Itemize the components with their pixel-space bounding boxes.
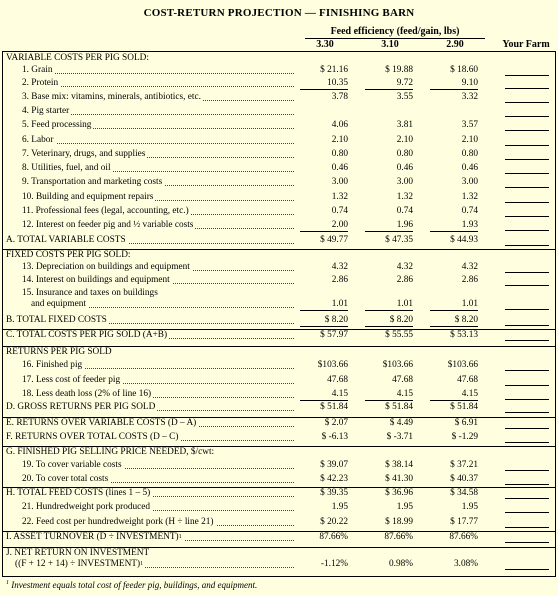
column-header-3.10: 3.10: [381, 39, 399, 50]
row-label-text: [22, 517, 216, 527]
your-farm-blank[interactable]: [505, 470, 549, 471]
value-cell: $ 38.14: [385, 460, 413, 470]
row-label-text: [22, 120, 93, 130]
row-label-value: G. FINISHED PIG SELLING PRICE NEEDED, $/cwt:: [6, 447, 215, 457]
value-cell: 1.32: [396, 192, 413, 202]
table-row: [0, 250, 558, 261]
your-farm-blank[interactable]: [505, 569, 549, 570]
row-label-value: 20. To cover total costs: [22, 474, 109, 484]
table-row: [0, 106, 558, 117]
row-label: [22, 177, 296, 188]
row-label: [22, 206, 296, 217]
row-label-text: [6, 330, 169, 340]
row-label-value: FIXED COSTS PER PIG SOLD:: [6, 250, 131, 260]
your-farm-blank[interactable]: [505, 340, 549, 341]
row-label-text: [22, 192, 155, 202]
row-label-value: RETURNS PER PIG SOLD: [6, 347, 112, 357]
row-label-text: [22, 474, 110, 484]
row-label-text: [6, 347, 114, 357]
table-row: [0, 220, 558, 231]
your-farm-blank[interactable]: [505, 285, 549, 286]
row-label: [6, 402, 296, 413]
your-farm-blank[interactable]: [505, 527, 549, 528]
value-cell: 1.95: [396, 502, 413, 512]
row-label-value: 4. Pig starter: [22, 106, 70, 116]
value-cell: 87.66%: [319, 532, 348, 542]
row-label-text: [6, 432, 180, 442]
row-label-text: [22, 177, 164, 187]
row-label-text: [22, 360, 84, 370]
row-label-text: [22, 389, 153, 399]
value-cell: $ 40.37: [450, 474, 478, 484]
row-label-line-2: ((F + 12 + 14) ÷ INVESTMENT): [15, 559, 141, 569]
feed-efficiency-header: Feed efficiency (feed/gain, lbs): [330, 26, 460, 37]
value-cell: 0.74: [396, 206, 413, 216]
row-label-text: [6, 418, 198, 428]
value-cell: $ 42.23: [320, 474, 348, 484]
footnote-ref: 1: [178, 534, 182, 540]
value-cell: 0.80: [331, 149, 348, 159]
your-farm-blank[interactable]: [505, 484, 549, 485]
row-label-value: 9. Transportation and marketing costs: [22, 177, 163, 187]
row-label: [6, 250, 296, 261]
value-cell: 0.80: [461, 149, 478, 159]
row-label: [22, 220, 296, 231]
value-cell: $ 41.30: [385, 474, 413, 484]
row-label: [6, 488, 296, 499]
row-label-text: [6, 402, 157, 412]
row-label-value: 10. Building and equipment repairs: [22, 192, 154, 202]
row-label-value: 7. Veterinary, drugs, and supplies: [22, 149, 146, 159]
value-cell: 0.80: [396, 149, 413, 159]
value-cell: 2.10: [461, 135, 478, 145]
value-cell: 2.10: [396, 135, 413, 145]
value-cell: 4.15: [430, 389, 478, 401]
value-cell: 3.00: [331, 177, 348, 187]
row-label-value: 18. Less death loss (2% of line 16): [22, 389, 152, 399]
value-cell: 1.01: [365, 299, 413, 311]
table-row: [0, 53, 558, 64]
row-label-text: [6, 447, 216, 457]
value-cell: 0.74: [461, 206, 478, 216]
value-cell: $ 19.88: [385, 65, 413, 75]
table-row: [0, 65, 558, 76]
row-label: [22, 120, 296, 131]
value-cell: 0.98%: [388, 559, 413, 569]
value-cell: -1.12%: [320, 559, 348, 569]
row-label-value: F. RETURNS OVER TOTAL COSTS (D – C): [6, 432, 179, 442]
row-label-value: 3. Base mix: vitamins, minerals, antibiotics, etc.: [22, 92, 201, 102]
value-cell: 4.32: [331, 262, 348, 272]
your-farm-blank[interactable]: [505, 498, 549, 499]
value-cell: 1.95: [461, 502, 478, 512]
row-label-text: [22, 502, 152, 512]
row-label: [22, 106, 296, 117]
value-cell: 10.35: [300, 78, 348, 90]
value-cell: $ 47.35: [385, 235, 413, 245]
value-cell: 4.15: [365, 389, 413, 401]
value-cell: $ 8.20: [300, 315, 348, 327]
value-cell: 1.96: [365, 220, 413, 232]
row-label-text: [6, 532, 184, 542]
row-label-text: [22, 163, 113, 173]
value-cell: 3.78: [331, 92, 348, 102]
your-farm-blank[interactable]: [505, 272, 549, 273]
table-row: [0, 375, 558, 386]
table-row: [0, 548, 558, 570]
your-farm-blank[interactable]: [505, 159, 549, 160]
value-cell: 2.86: [396, 275, 413, 285]
row-label: [22, 135, 296, 146]
your-farm-blank[interactable]: [505, 512, 549, 513]
row-label: [22, 92, 296, 103]
value-cell: $ 44.93: [450, 235, 478, 245]
table-row: [0, 502, 558, 513]
table-row: [0, 78, 558, 89]
row-label-text: [22, 220, 195, 230]
your-farm-blank[interactable]: [505, 216, 549, 217]
row-label-value: 5. Feed processing: [22, 120, 92, 130]
table-row: [0, 288, 558, 310]
value-cell: $ -3.71: [386, 432, 413, 442]
value-cell: 2.86: [461, 275, 478, 285]
row-label-value: 21. Hundredweight pork produced: [22, 502, 151, 512]
row-label: [6, 418, 296, 429]
row-label-value: 2. Protein: [22, 78, 59, 88]
value-cell: 1.32: [461, 192, 478, 202]
value-cell: 9.72: [365, 78, 413, 90]
your-farm-blank[interactable]: [505, 116, 549, 117]
table-row: [0, 206, 558, 217]
value-cell: $ 18.99: [385, 517, 413, 527]
value-cell: 87.66%: [384, 532, 413, 542]
value-cell: $ 37.21: [450, 460, 478, 470]
table-row: [0, 517, 558, 528]
your-farm-blank[interactable]: [505, 245, 549, 246]
row-label-value: 12. Interest on feeder pig and ½ variable costs: [22, 220, 194, 230]
value-cell: 2.00: [300, 220, 348, 232]
row-label-line-1: 15. Insurance and taxes on buildings: [22, 288, 158, 298]
value-cell: 3.00: [396, 177, 413, 187]
footnote-text: Investment equals total cost of feeder pig, buildings, and equipment.: [11, 580, 258, 590]
row-label: [22, 360, 296, 371]
table-row: [0, 360, 558, 371]
value-cell: 4.06: [331, 120, 348, 130]
table-row: [0, 330, 558, 341]
value-cell: $ 6.91: [454, 418, 478, 428]
row-label-value: 22. Feed cost per hundredweight pork (H ÷ line 21): [22, 517, 214, 527]
your-farm-blank[interactable]: [505, 442, 549, 443]
row-label: [22, 389, 296, 400]
your-farm-blank[interactable]: [505, 399, 549, 400]
row-label: [6, 53, 296, 64]
row-label: [22, 78, 296, 89]
value-cell: 3.00: [461, 177, 478, 187]
row-label: [6, 447, 296, 458]
row-label-text: [22, 460, 124, 470]
your-farm-blank[interactable]: [505, 75, 549, 76]
row-label-text: [22, 275, 172, 285]
row-label-text: [22, 78, 60, 88]
value-cell: $ 36.96: [385, 488, 413, 498]
row-label-value: 13. Depreciation on buildings and equipment: [22, 262, 190, 272]
row-label-value: H. TOTAL FEED COSTS (lines 1 – 5): [6, 488, 151, 498]
value-cell: $ 17.77: [450, 517, 478, 527]
row-label: [22, 149, 296, 160]
footnote: [6, 580, 257, 590]
value-cell: $ -6.13: [321, 432, 348, 442]
row-label: [22, 375, 296, 386]
row-label-value: 8. Utilities, fuel, and oil: [22, 163, 111, 173]
your-farm-blank[interactable]: [505, 173, 549, 174]
value-cell: 47.68: [457, 375, 478, 385]
row-label: [22, 288, 296, 310]
row-label-line-2-wrap: [6, 559, 145, 569]
row-label-value: A. TOTAL VARIABLE COSTS: [6, 235, 126, 245]
value-cell: 4.32: [461, 262, 478, 272]
row-label-value: D. GROSS RETURNS PER PIG SOLD: [6, 402, 156, 412]
value-cell: 47.68: [392, 375, 413, 385]
row-label: [22, 262, 296, 273]
row-label-line-1: J. NET RETURN ON INVESTMENT: [6, 548, 150, 558]
value-cell: 3.32: [461, 92, 478, 102]
value-cell: $ 4.49: [389, 418, 413, 428]
your-farm-blank[interactable]: [505, 187, 549, 188]
value-cell: 4.32: [396, 262, 413, 272]
table-row: [0, 120, 558, 131]
value-cell: $103.66: [382, 360, 413, 370]
row-label: [22, 192, 296, 203]
value-cell: 1.01: [300, 299, 348, 311]
table-row: [0, 275, 558, 286]
value-cell: $ 20.22: [320, 517, 348, 527]
your-farm-blank[interactable]: [505, 202, 549, 203]
row-label-value: I. ASSET TURNOVER (D ÷ INVESTMENT): [6, 532, 179, 542]
value-cell: 2.86: [331, 275, 348, 285]
value-cell: 1.01: [430, 299, 478, 311]
value-cell: 87.66%: [449, 532, 478, 542]
row-label-text: [22, 92, 203, 102]
table-row: [0, 402, 558, 413]
row-label-value: 6. Labor: [22, 135, 54, 145]
value-cell: $ 2.07: [324, 418, 348, 428]
your-farm-blank[interactable]: [505, 385, 549, 386]
table-row: [0, 418, 558, 429]
your-farm-blank[interactable]: [505, 542, 549, 543]
row-label: [22, 502, 296, 513]
row-label: [6, 532, 296, 543]
value-cell: 1.93: [430, 220, 478, 232]
row-label: [6, 548, 296, 570]
row-label: [22, 474, 296, 485]
row-label-text: [6, 315, 109, 325]
your-farm-blank[interactable]: [505, 145, 549, 146]
value-cell: $ 55.55: [385, 330, 413, 340]
value-cell: 47.68: [327, 375, 348, 385]
value-cell: 3.81: [396, 120, 413, 130]
page-title: COST-RETURN PROJECTION — FINISHING BARN: [143, 7, 415, 19]
value-cell: 0.46: [461, 163, 478, 173]
row-label-value: 16. Finished pig: [22, 360, 83, 370]
value-cell: $ 21.16: [320, 65, 348, 75]
table-row: [0, 460, 558, 471]
value-cell: $ 57.97: [320, 330, 348, 340]
your-farm-blank[interactable]: [505, 130, 549, 131]
value-cell: $ 49.77: [320, 235, 348, 245]
table-row: [0, 488, 558, 499]
value-cell: 9.10: [430, 78, 478, 90]
your-farm-blank[interactable]: [505, 88, 549, 89]
value-cell: $ 34.58: [450, 488, 478, 498]
column-header-2.90: 2.90: [446, 39, 464, 50]
table-row: [0, 163, 558, 174]
value-cell: $ 18.60: [450, 65, 478, 75]
value-cell: $ -1.29: [451, 432, 478, 442]
row-label-text: [6, 488, 152, 498]
row-label: [22, 163, 296, 174]
row-label-value: 11. Professional fees (legal, accounting, etc.): [22, 206, 189, 216]
column-header-3.30: 3.30: [316, 39, 334, 50]
row-label-text: [6, 53, 151, 63]
table-row: [0, 389, 558, 400]
row-label: [22, 517, 296, 528]
table-row: [0, 149, 558, 160]
row-label: [6, 235, 296, 246]
row-label: [6, 315, 296, 326]
value-cell: 2.10: [331, 135, 348, 145]
your-farm-blank[interactable]: [505, 325, 549, 326]
value-cell: $ 39.07: [320, 460, 348, 470]
value-cell: 0.74: [331, 206, 348, 216]
value-cell: $ 8.20: [365, 315, 413, 327]
value-cell: $103.66: [447, 360, 478, 370]
row-label-text: [22, 206, 191, 216]
table-row: [0, 92, 558, 103]
row-label-text: [22, 65, 54, 75]
value-cell: 1.32: [331, 192, 348, 202]
table-row: [0, 315, 558, 326]
row-label-value: B. TOTAL FIXED COSTS: [6, 315, 107, 325]
table-row: [0, 192, 558, 203]
row-label: [6, 347, 296, 358]
table-row: [0, 262, 558, 273]
value-cell: 0.46: [396, 163, 413, 173]
row-label-value: C. TOTAL COSTS PER PIG SOLD (A+B): [6, 330, 168, 340]
your-farm-blank[interactable]: [505, 309, 549, 310]
table-row: [0, 135, 558, 146]
value-cell: 3.08%: [453, 559, 478, 569]
table-row: [0, 432, 558, 443]
value-cell: $ 51.84: [385, 402, 413, 412]
your-farm-blank[interactable]: [505, 102, 549, 103]
your-farm-blank[interactable]: [505, 230, 549, 231]
row-label-text: [22, 375, 122, 385]
row-label-line-2-wrap: [22, 299, 88, 309]
your-farm-blank[interactable]: [505, 370, 549, 371]
value-cell: $ 51.84: [450, 402, 478, 412]
value-cell: $ 8.20: [430, 315, 478, 327]
value-cell: $ 53.13: [450, 330, 478, 340]
row-label-value: VARIABLE COSTS PER PIG SOLD:: [6, 53, 149, 63]
your-farm-blank[interactable]: [505, 412, 549, 413]
value-cell: 3.57: [461, 120, 478, 130]
value-cell: $ 51.84: [320, 402, 348, 412]
row-label-text: [22, 106, 71, 116]
footnote-mark: 1: [6, 580, 9, 586]
value-cell: $ 39.35: [320, 488, 348, 498]
footnote-ref: 1: [140, 561, 144, 567]
column-header-your-farm: Your Farm: [502, 39, 550, 50]
value-cell: $103.66: [317, 360, 348, 370]
your-farm-blank[interactable]: [505, 428, 549, 429]
value-cell: 4.15: [300, 389, 348, 401]
row-label-text: [6, 250, 133, 260]
row-label: [22, 275, 296, 286]
row-label-text: [22, 135, 56, 145]
row-label-value: E. RETURNS OVER VARIABLE COSTS (D – A): [6, 418, 197, 428]
row-label: [6, 330, 296, 341]
value-cell: 1.95: [331, 502, 348, 512]
table-row: [0, 347, 558, 358]
table-row: [0, 447, 558, 458]
row-label-value: 17. Less cost of feeder pig: [22, 375, 121, 385]
row-label-text: [6, 235, 128, 245]
row-label-value: 1. Grain: [22, 65, 53, 75]
table-row: [0, 235, 558, 246]
value-cell: 0.46: [331, 163, 348, 173]
row-label-text: [22, 262, 192, 272]
table-row: [0, 177, 558, 188]
table-row: [0, 532, 558, 543]
row-label-text: [22, 149, 147, 159]
row-label-line-2: and equipment: [31, 299, 86, 309]
row-label-value: 14. Interest on buildings and equipment: [22, 275, 170, 285]
section-divider: [2, 547, 556, 548]
row-label: [22, 460, 296, 471]
table-row: [0, 474, 558, 485]
value-cell: 3.55: [396, 92, 413, 102]
row-label-value: 19. To cover variable costs: [22, 460, 122, 470]
row-label: [6, 432, 296, 443]
row-label: [22, 65, 296, 76]
